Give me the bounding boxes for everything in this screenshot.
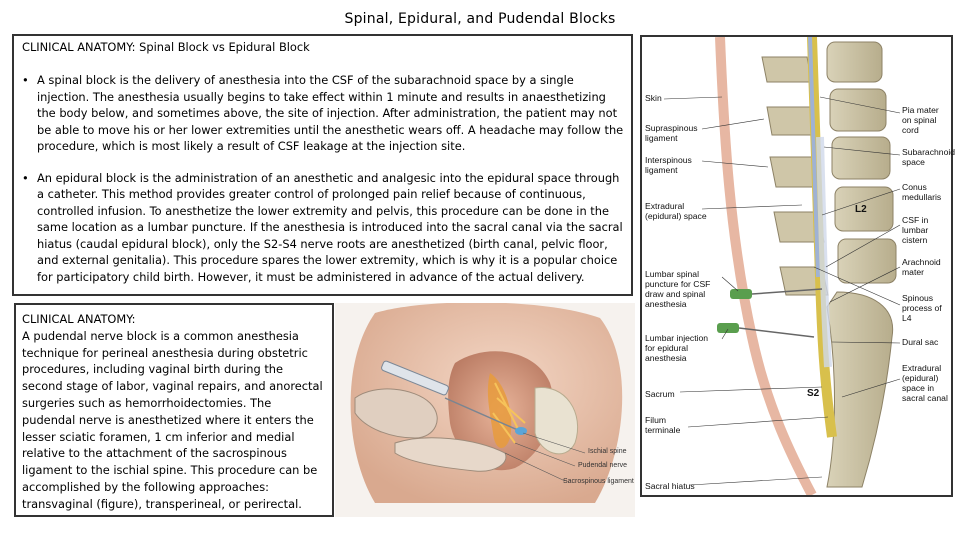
spine-label: Dural sac [902, 337, 939, 347]
pudendal-block-figure [335, 303, 635, 517]
bullet-marker: • [22, 170, 29, 185]
spine-label: Extradural (epidural) space [645, 201, 707, 221]
list-item [22, 170, 627, 286]
spine-label: Interspinous ligament [645, 155, 692, 175]
figure-label: Sacrospinous ligament [563, 478, 634, 485]
spine-label: Subarachnoid space [902, 147, 956, 167]
spine-label: Spinous process of L4 [902, 293, 942, 323]
spinal-epidural-textbox [12, 34, 633, 296]
pudendal-textbox [14, 303, 334, 517]
bullet-list [22, 72, 627, 300]
slide-title: Spinal, Epidural, and Pudendal Blocks [344, 11, 616, 27]
spine-label: CSF in lumbar cistern [902, 215, 929, 245]
spine-label: Sacral hiatus [645, 481, 695, 491]
spine-figure [640, 35, 956, 497]
spine-label: Sacrum [645, 389, 675, 399]
pudendal-paragraph: A pudendal nerve block is a common anesthesia technique for perineal anesthesia during obstetric procedures, including vaginal birth during the second stage of labor, vaginal repairs, and anorectal surgeries such as hemorrhoidectomies. The pudendal nerve is anesthetized where it enters the lesser sciatic foramen, 1 cm inferior and medial relative to the attachment of the sacrospinous ligament to the ischial spine. This procedure can be accomplished by the following approaches: transvaginal (figure), transperineal, or perirectal. [22, 328, 323, 511]
spine-label: Pia mater on spinal cord [902, 105, 939, 135]
section-heading: CLINICAL ANATOMY: [22, 312, 136, 326]
spine-label: Conus medullaris [902, 182, 942, 202]
spine-label: Supraspinous ligament [645, 123, 698, 143]
spine-label: Extradural (epidural) space in sacral canal [902, 363, 948, 403]
spine-label: Lumbar injection for epidural anesthesia [645, 333, 709, 363]
vertebra-level-label: S2 [807, 388, 820, 399]
spine-label: Filum terminale [645, 415, 681, 435]
spine-label: Skin [645, 93, 662, 103]
list-item [22, 72, 627, 155]
figure-label: Pudendal nerve [578, 462, 628, 469]
bullet-text-spinal: A spinal block is the delivery of anesthesia into the CSF of the subarachnoid space by a single injection. The anesthesia usually begins to take effect within 1 minute and results in anaesthetizing the body below, and sometimes above, the site of injection. After administration, the patient may not be able to move his or her lower extremities until the anesthetic wears off. A headache may follow the procedure, which is most likely a result of CSF leakage at the injection site. [37, 73, 624, 153]
section-heading: CLINICAL ANATOMY: Spinal Block vs Epidural Block [22, 40, 310, 54]
bullet-text-epidural: An epidural block is the administration of an anesthetic and analgesic into the epidural space through a catheter. This method provides greater control of prolonged pain relief because of continuous, controlled infusion. To anesthetize the lower extremity and pelvis, this procedure can be done in the same location as a lumbar puncture. If the anesthesia is introduced into the sacral canal via the sacral hiatus (caudal epidural block), only the S2-S4 nerve roots are anesthetized (birth canal, pelvic floor, and external genitalia). This procedure spares the lower extremity, which is why it is a popular choice for participatory child birth. However, it must be administered in advance of the actual delivery. [37, 170, 623, 284]
figure-label: Ischial spine [588, 448, 627, 455]
vertebra-level-label: L2 [855, 204, 867, 215]
spine-label: Arachnoid mater [902, 257, 941, 277]
bullet-marker: • [22, 73, 29, 87]
spine-label: Lumbar spinal puncture for CSF draw and spinal anesthesia [645, 269, 711, 309]
